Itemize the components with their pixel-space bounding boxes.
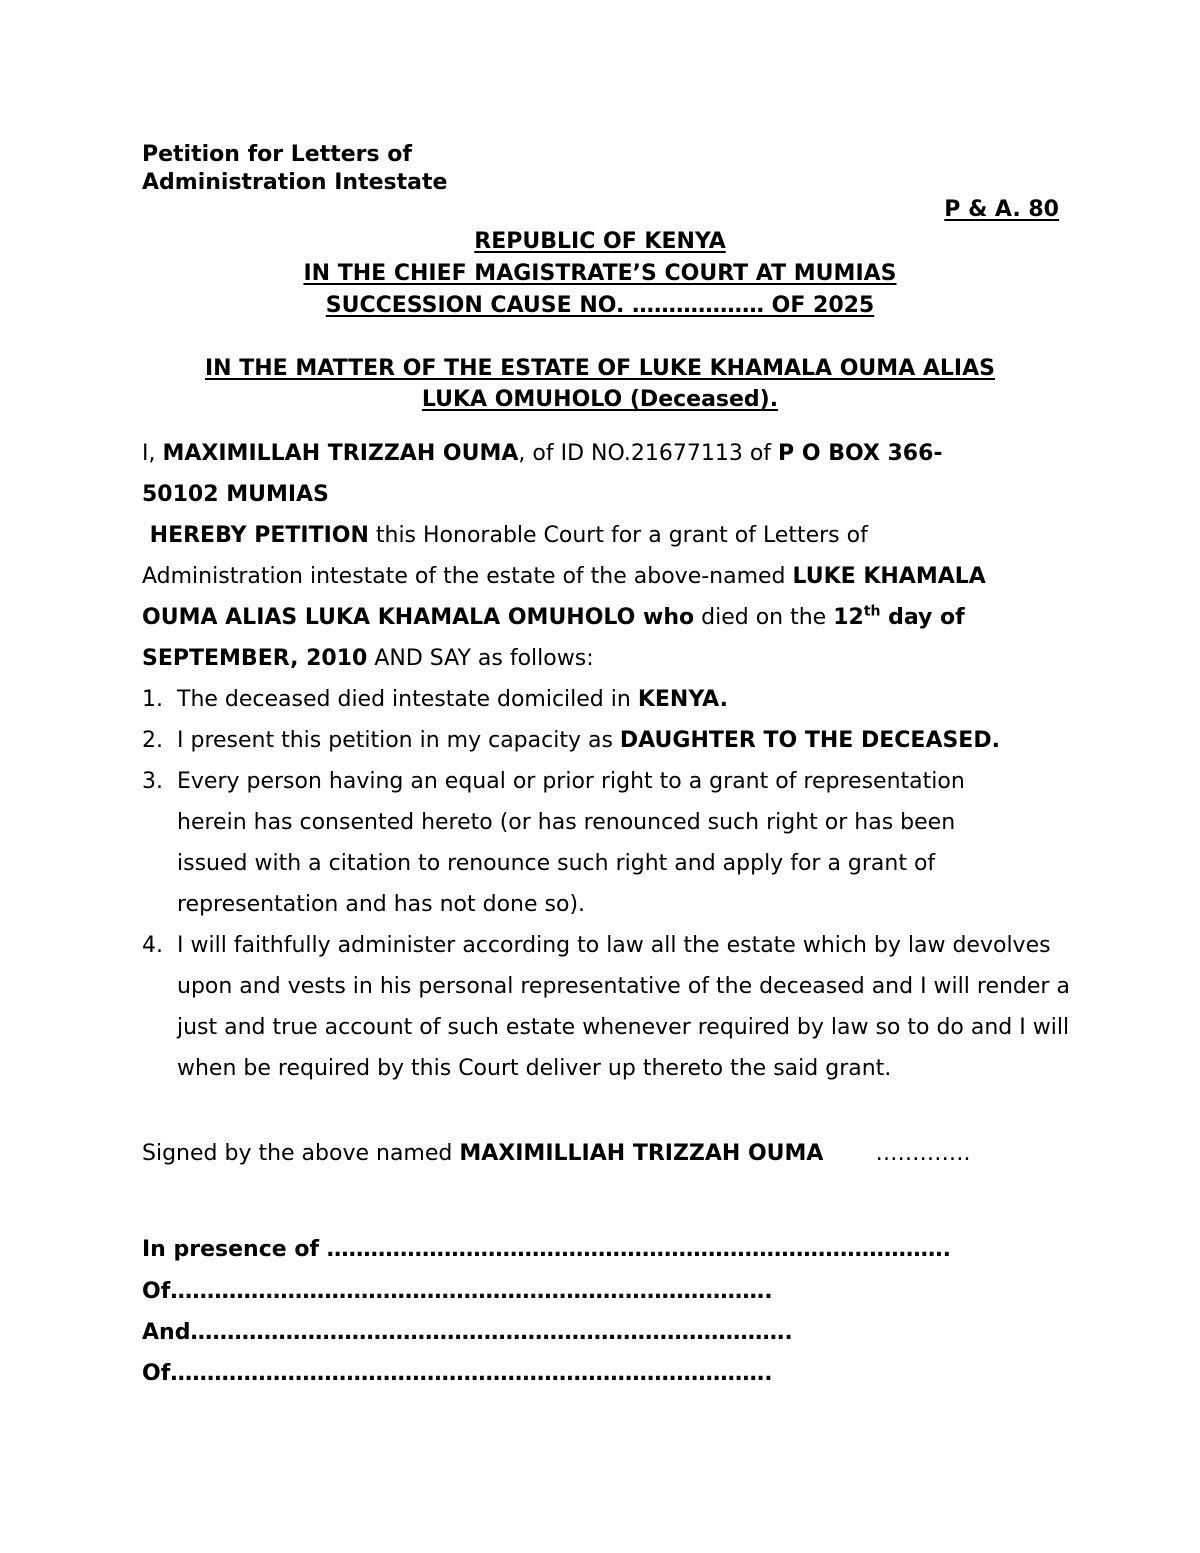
republic-heading: REPUBLIC OF KENYA [474, 229, 726, 254]
list-item [142, 720, 1072, 761]
signature-text: Signed by the above named [142, 1141, 460, 1166]
list-item [142, 761, 1072, 925]
form-title-line1: Petition for Letters of [142, 142, 412, 167]
list-item [142, 925, 1072, 1089]
list-item-bold: KENYA. [637, 687, 728, 712]
death-day: 12 [833, 605, 864, 630]
signature-line [142, 1133, 1072, 1174]
petitioner-id: , of ID NO.21677113 of [518, 441, 779, 466]
petition-items-list [142, 679, 1072, 1089]
witness-of-2: Of………………………………………………………………………. [142, 1361, 773, 1386]
list-item-number: 4. [142, 933, 163, 958]
list-item-text: Every person having an equal or prior right to a grant of representation herein has consented hereto (or has renounced such right or has been issued with a citation to renounce such right and apply for a grant of representation and has not done so). [177, 769, 965, 917]
petition-text2: Administration intestate of the estate of the above-named [142, 564, 793, 589]
petition-text1: this Honorable Court for a grant of Letters of [368, 523, 868, 548]
witness-and: And………………………………………………………………………. [142, 1320, 793, 1345]
witness-of-1: Of………………………………………………………………………. [142, 1279, 773, 1304]
list-item [142, 679, 1072, 720]
petitioner-paragraph [142, 433, 1072, 515]
petitioner-address-line2: 50102 MUMIAS [142, 482, 329, 507]
died-on: died on the [694, 605, 834, 630]
petitioner-name: MAXIMILLAH TRIZZAH OUMA [162, 441, 519, 466]
witness-in-presence: In presence of …………………………………………………………………………. [142, 1237, 952, 1262]
list-item-text: I will faithfully administer according to law all the estate which by law devolves upon and vests in his personal representative of the deceased and I will render a just and true account of such estate whenever required by law so to do and I will when be required by this Court deliver up thereto the said grant. [177, 933, 1070, 1081]
list-item-text: The deceased died intestate domiciled in [177, 687, 638, 712]
cause-number-heading: SUCCESSION CAUSE NO. ……………… OF 2025 [325, 293, 875, 318]
hereby-petition: HEREBY PETITION [142, 523, 369, 548]
and-say: AND SAY as follows: [367, 646, 594, 671]
list-item-bold: DAUGHTER TO THE DECEASED. [619, 728, 1000, 753]
signature-dots: …………. [875, 1141, 971, 1166]
petition-paragraph [142, 515, 1072, 679]
matter-heading-line2: LUKA OMUHOLO (Deceased). [421, 387, 779, 412]
death-month-year: SEPTEMBER, 2010 [142, 646, 368, 671]
signatory-name: MAXIMILLIAH TRIZZAH OUMA [459, 1141, 824, 1166]
deceased-name-part2: OUMA ALIAS LUKA KHAMALA OMUHOLO who [142, 605, 695, 630]
petitioner-prefix: I, [142, 441, 163, 466]
day-of: day of [880, 605, 965, 630]
list-item-text: I present this petition in my capacity as [177, 728, 620, 753]
court-heading: IN THE CHIEF MAGISTRATE’S COURT AT MUMIAS [303, 261, 897, 286]
list-item-number: 3. [142, 769, 163, 794]
form-title [142, 141, 447, 197]
matter-heading-line1: IN THE MATTER OF THE ESTATE OF LUKE KHAMALA OUMA ALIAS [205, 356, 995, 381]
list-item-number: 1. [142, 687, 163, 712]
form-title-line2: Administration Intestate [142, 170, 448, 195]
petitioner-address-line1: P O BOX 366- [778, 441, 943, 466]
list-item-number: 2. [142, 728, 163, 753]
deceased-name-part1: LUKE KHAMALA [792, 564, 986, 589]
form-code: P & A. 80 [944, 197, 1059, 222]
death-day-suffix: th [863, 603, 881, 620]
